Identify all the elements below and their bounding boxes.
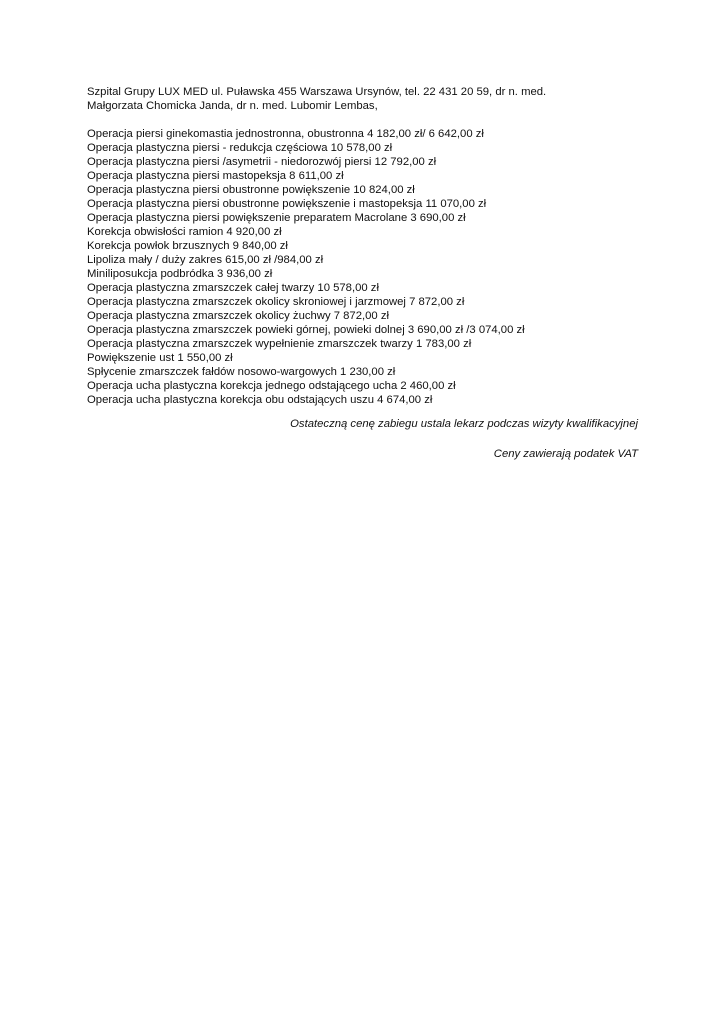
list-item: Operacja plastyczna piersi obustronne powiększenie i mastopeksja 11 070,00 zł <box>87 198 487 210</box>
list-item: Operacja plastyczna zmarszczek powieki górnej, powieki dolnej 3 690,00 zł /3 074,00 zł <box>87 324 525 336</box>
document-content <box>87 85 647 461</box>
procedure-price-list <box>87 127 647 407</box>
list-item: Operacja ucha plastyczna korekcja obu odstających uszu 4 674,00 zł <box>87 394 433 406</box>
list-item: Operacja plastyczna piersi mastopeksja 8 611,00 zł <box>87 170 344 182</box>
list-item: Operacja piersi ginekomastia jednostronna, obustronna 4 182,00 zł/ 6 642,00 zł <box>87 128 484 140</box>
list-item: Operacja plastyczna piersi - redukcja częściowa 10 578,00 zł <box>87 142 393 154</box>
list-item: Operacja plastyczna zmarszczek całej twarzy 10 578,00 zł <box>87 282 379 294</box>
list-item: Operacja plastyczna piersi powiększenie preparatem Macrolane 3 690,00 zł <box>87 212 466 224</box>
list-item: Operacja plastyczna zmarszczek okolicy skroniowej i jarzmowej 7 872,00 zł <box>87 296 465 308</box>
hospital-header <box>87 85 647 113</box>
price-disclaimer-note: Ostateczną cenę zabiegu ustala lekarz podczas wizyty kwalifikacyjnej <box>290 418 638 430</box>
list-item: Powiększenie ust 1 550,00 zł <box>87 352 233 364</box>
header-line-1: Szpital Grupy LUX MED ul. Puławska 455 Warszawa Ursynów, tel. 22 431 20 59, dr n. med. <box>87 86 547 98</box>
list-item: Spłycenie zmarszczek fałdów nosowo-wargowych 1 230,00 zł <box>87 366 396 378</box>
list-item: Miniliposukcja podbródka 3 936,00 zł <box>87 268 273 280</box>
list-item: Operacja plastyczna zmarszczek okolicy żuchwy 7 872,00 zł <box>87 310 390 322</box>
list-item: Operacja plastyczna piersi obustronne powiększenie 10 824,00 zł <box>87 184 415 196</box>
vat-note: Ceny zawierają podatek VAT <box>493 448 638 460</box>
list-item: Korekcja powłok brzusznych 9 840,00 zł <box>87 240 288 252</box>
list-item: Korekcja obwisłości ramion 4 920,00 zł <box>87 226 282 238</box>
list-item: Operacja plastyczna zmarszczek wypełnienie zmarszczek twarzy 1 783,00 zł <box>87 338 472 350</box>
list-item: Operacja plastyczna piersi /asymetrii - niedorozwój piersi 12 792,00 zł <box>87 156 437 168</box>
list-item: Operacja ucha plastyczna korekcja jednego odstającego ucha 2 460,00 zł <box>87 380 456 392</box>
header-line-2: Małgorzata Chomicka Janda, dr n. med. Lubomir Lembas, <box>87 100 378 112</box>
list-item: Lipoliza mały / duży zakres 615,00 zł /984,00 zł <box>87 254 324 266</box>
